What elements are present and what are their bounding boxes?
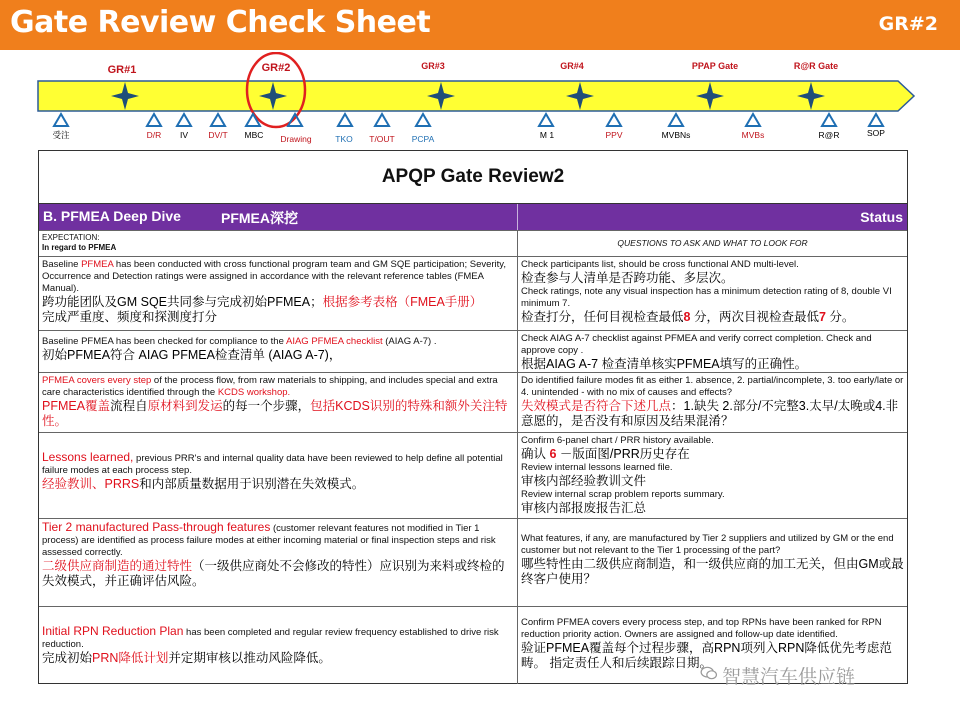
gate-label: GR#1: [107, 64, 137, 76]
question-cell: What features, if any, are manufactured by Tier 2 suppliers and utilized by GM or the end customer but not relevant to the Tier 1 processing of the part? 哪些特性由二级供应商制造，和一级供应商的加工无关，但由GM或最终客户使用？: [517, 519, 907, 606]
question-cell: Confirm 6-panel chart / PRR history available. 确认 6 －版面图/PRR历史存在 Review internal lessons learned file. 审核内部经验教训文件 Review internal scrap problem reports summary. 审核内部报废报告汇总: [517, 433, 907, 518]
milestone-triangle-icon: [822, 114, 836, 126]
gate-label: GR#3: [421, 61, 445, 71]
milestone-triangle-icon: [539, 114, 553, 126]
gate-badge: GR#2: [878, 13, 938, 35]
expectation-cell: Initial RPN Reduction Plan has been completed and regular review frequency established to drive risk reduction. 完成初始PRN降低计划并定期审核以推动风险降低。: [42, 624, 499, 665]
table-row: [39, 372, 907, 432]
section-title-cn: PFMEA深挖: [221, 210, 298, 226]
section-title: B. PFMEA Deep Dive: [43, 208, 181, 224]
watermark-text: 智慧汽车供应链: [722, 666, 856, 688]
milestone-label: MBC: [244, 130, 264, 140]
timeline-band: [38, 81, 914, 111]
question-cell: Do identified failure modes fit as either 1. absence, 2. partial/incomplete, 3. too early/late or 4. unintended - with no mix of causes and effects? 失效模式是否符合下述几点：1.缺失 2.部分/不完整3.太早/太晚或4.非意愿的，是否没有和原因及结果混淆？: [517, 373, 907, 432]
milestone-label: MVBNs: [661, 130, 691, 140]
table-row: [39, 330, 907, 372]
expectation-regard: In regard to PFMEA: [42, 243, 117, 252]
section-header: [39, 204, 907, 230]
question-cell: Check AIAG A-7 checklist against PFMEA and verify correct completion. Check and approve copy . 根据AIAG A-7 检查清单核实PFMEA填写的正确性。: [517, 331, 907, 372]
gate-label: PPAP Gate: [691, 61, 739, 71]
expectation-label: EXPECTATION:: [42, 233, 100, 242]
question-cell: Confirm PFMEA covers every process step, and top RPNs have been ranked for RPN reduction priority action. Owners are assigned and follow-up date identified. 验证PFMEA覆盖每个过程步骤，高RPN项列入RPN降低优先考虑范畴。 指定责任人和后续跟踪日期。: [517, 607, 907, 684]
milestone-label: MVBs: [741, 130, 765, 140]
milestone-triangle-icon: [607, 114, 621, 126]
milestone-triangle-icon: [147, 114, 161, 126]
milestone-triangle-icon: [211, 114, 225, 126]
milestone-triangle-icon: [416, 114, 430, 126]
expectation-cell: Baseline PFMEA has been conducted with cross functional program team and GM SQE participation; Severity, Occurrence and Detection ratings were assigned in accordance with the relevant reference tables (FMEA Manual). 跨功能团队及GM SQE共同参与完成初始PFMEA；根据参考表格（FMEA手册） 完成严重度、频度和探测度打分: [42, 259, 506, 324]
milestone-triangle-icon: [338, 114, 352, 126]
milestone-triangle-icon: [375, 114, 389, 126]
milestone-label: TKO: [335, 134, 353, 144]
milestone-triangle-icon: [669, 114, 683, 126]
milestone-label: IV: [179, 130, 189, 140]
gate-timeline: [0, 52, 960, 150]
milestone-triangle-icon: [869, 114, 883, 126]
gate-label: GR#2: [261, 62, 291, 74]
milestone-triangle-icon: [177, 114, 191, 126]
milestone-label: SOP: [867, 128, 885, 138]
milestone-label: D/R: [146, 130, 162, 140]
table-row: [39, 518, 907, 606]
milestone-label: R@R: [818, 130, 840, 140]
expectation-cell: Baseline PFMEA has been checked for compliance to the AIAG PFMEA checklist (AIAG A-7) . 初始PFMEA符合 AIAG PFMEA检查清单 (AIAG A-7)，: [42, 336, 437, 362]
milestone-label: PCPA: [411, 134, 435, 144]
gate-label: GR#4: [560, 61, 584, 71]
milestone-label: T/OUT: [369, 134, 395, 144]
milestone-label: Drawing: [280, 134, 312, 144]
expectation-cell: Tier 2 manufactured Pass-through features (customer relevant features not modified in Tier 1 process) are identified as process failure modes at either incoming material or final inspection steps and risk assessed correctly. 二级供应商制造的通过特性（一级供应商处不会修改的特性）应识别为来料或终检的失效模式，并正确评估风险。: [42, 520, 505, 588]
header-bar: [0, 0, 960, 50]
milestone-label: 受注: [52, 130, 70, 140]
table-row: [39, 256, 907, 330]
table-row: [39, 230, 907, 256]
page-title: Gate Review Check Sheet: [10, 5, 431, 40]
expectation-cell: Lessons learned, previous PRR's and internal quality data have been reviewed to help define all potential failure modes at each process step. 经验教训、PRRS和内部质量数据用于识别潜在失效模式。: [42, 450, 503, 491]
wechat-icon: [700, 666, 718, 680]
milestone-label: M 1: [539, 130, 555, 140]
sheet-title: APQP Gate Review2: [39, 151, 907, 204]
review-sheet: [38, 150, 908, 684]
milestone-triangle-icon: [288, 114, 302, 126]
milestone-label: DV/T: [208, 130, 228, 140]
milestone-markers: [54, 114, 883, 126]
milestone-label: PPV: [605, 130, 623, 140]
milestone-triangle-icon: [54, 114, 68, 126]
questions-header: QUESTIONS TO ASK AND WHAT TO LOOK FOR: [517, 231, 907, 256]
status-header: Status: [860, 209, 903, 225]
milestone-triangle-icon: [746, 114, 760, 126]
gate-label: R@R Gate: [793, 61, 839, 71]
table-row: [39, 432, 907, 518]
expectation-cell: PFMEA covers every step of the process flow, from raw materials to shipping, and includes special and extra care characteristics identified through the KCDS workshop. PFMEA覆盖流程自原材料到发运的每一个步骤，包括KCDS识别的特殊和额外关注特性。: [42, 375, 508, 428]
question-cell: Check participants list, should be cross functional AND multi-level. 检查参与人清单是否跨功能、多层次。 Check ratings, note any visual inspection has a minimum detection rating of 8, double VI minimum 7. 检查打分，任何目视检查最低8 分，两次目视检查最低7 分。: [517, 257, 907, 330]
